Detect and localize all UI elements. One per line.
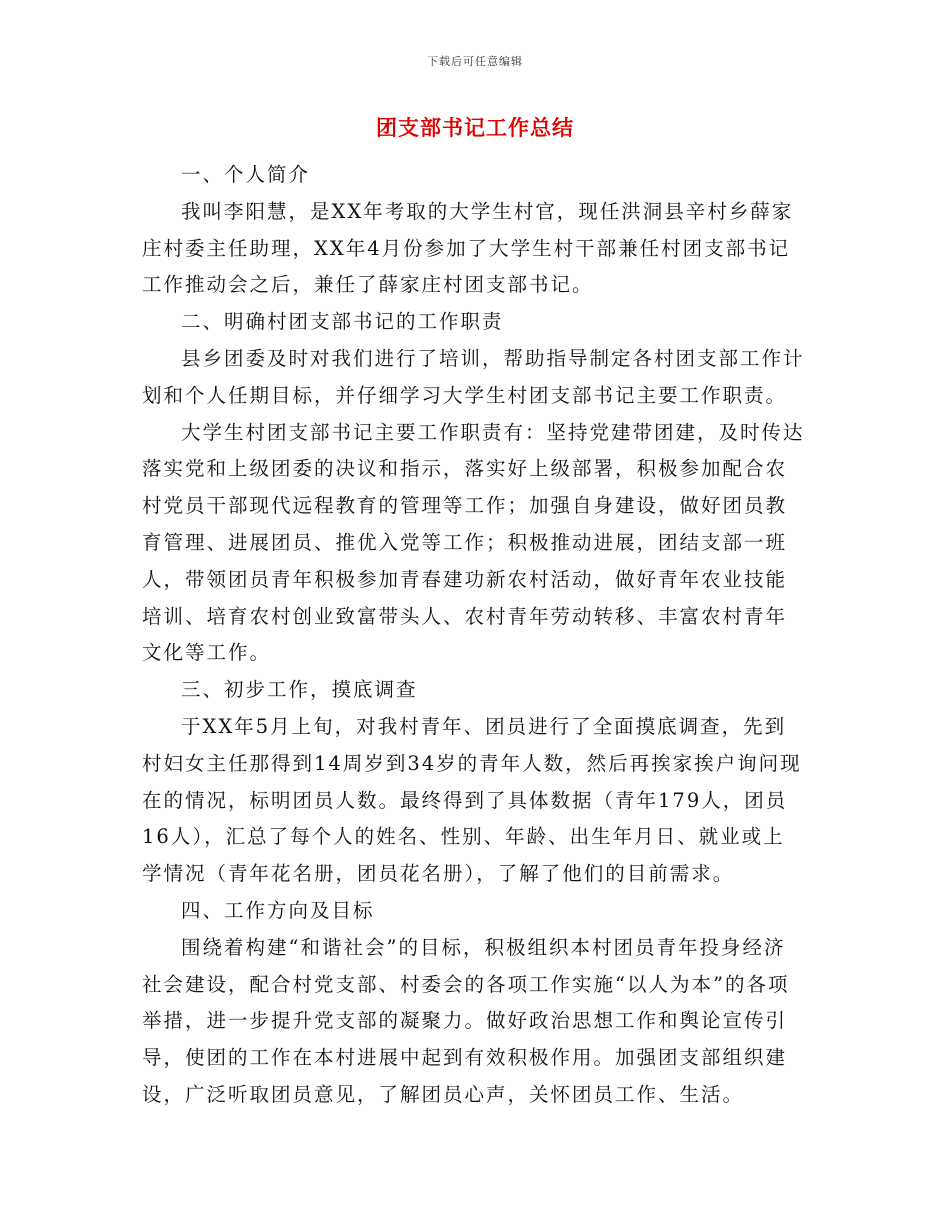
document-body (142, 157, 806, 1114)
paragraph: 围绕着构建“和谐社会”的目标，积极组织本村团员青年投身经济社会建设，配合村党支部、村委会的各项工作实施“以人为本”的各项举措，进一步提升党支部的凝聚力。做好政治思想工作和舆论宣传引导，使团的工作在本村进展中起到有效积极作用。加强团支部组织建设，广泛听取团员意见，了解团员心声，关怀团员工作、生活。 (142, 935, 790, 1106)
paragraph: 大学生村团支部书记主要工作职责有：坚持党建带团建，及时传达落实党和上级团委的决议和指示，落实好上级部署，积极参加配合农村党员干部现代远程教育的管理等工作；加强自身建设，做好团员教育管理、进展团员、推优入党等工作；积极推动进展，团结支部一班人，带领团员青年积极参加青春建功新农村活动，做好青年农业技能培训、培育农村创业致富带头人、农村青年劳动转移、丰富农村青年文化等工作。 (142, 420, 805, 665)
section-heading-4: 四、工作方向及目标 (181, 898, 375, 922)
paragraph: 于XX年5月上旬，对我村青年、团员进行了全面摸底调查，先到村妇女主任那得到14周岁到34岁的青年人数，然后再挨家挨户询问现在的情况，标明团员人数。最终得到了具体数据（青年179人，团员16人），汇总了每个人的姓名、性别、年龄、出生年月日、就业或上学情况（青年花名册，团员花名册），了解了他们的目前需求。 (142, 714, 802, 886)
section-heading-1: 一、个人简介 (181, 163, 311, 186)
section-heading-2: 二、明确村团支部书记的工作职责 (181, 310, 504, 334)
paragraph: 我叫李阳慧，是XX年考取的大学生村官，现任洪洞县辛村乡薛家庄村委主任助理，XX年4月份参加了大学生村干部兼任村团支部书记工作推动会之后，兼任了薛家庄村团支部书记。 (142, 199, 794, 297)
page-header-note: 下载后可任意编辑 (427, 55, 523, 68)
section-heading-3: 三、初步工作，摸底调查 (181, 678, 418, 702)
document-title: 团支部书记工作总结 (376, 116, 574, 140)
paragraph: 县乡团委及时对我们进行了培训，帮助指导制定各村团支部工作计划和个人任期目标，并仔细学习大学生村团支部书记主要工作职责。 (142, 346, 805, 407)
